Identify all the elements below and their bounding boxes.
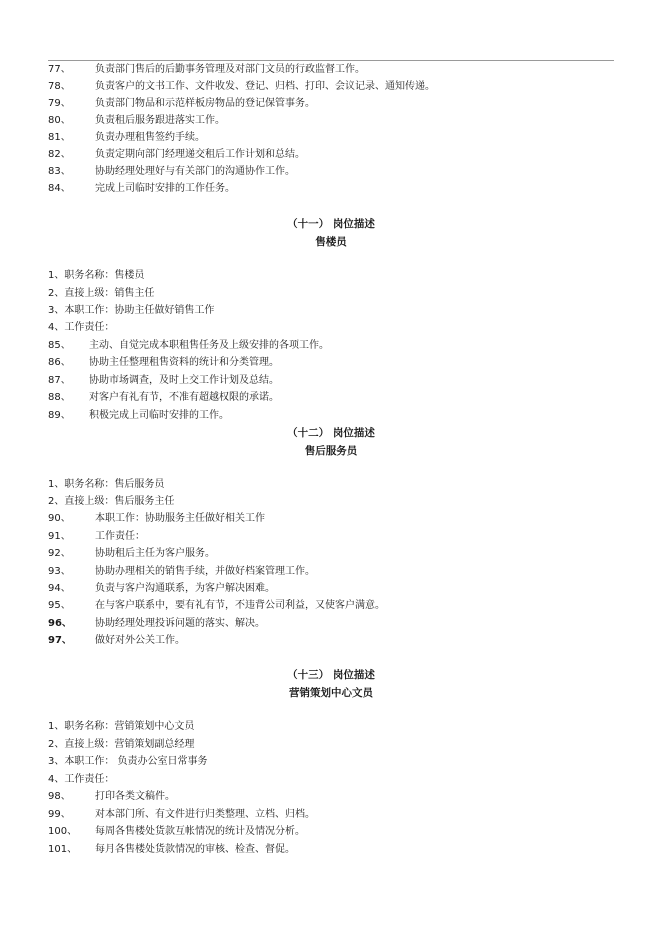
item-text: 工作责任： [95,531,145,542]
item-number: 81、 [48,132,71,143]
info-line: 3、本职工作：协助主任做好销售工作 [48,305,215,316]
info-line: 2、直接上级：售后服务主任 [48,496,175,507]
list-item [48,79,435,95]
list-item [48,598,385,614]
item-text: 负责部门售后的后勤事务管理及对部门文员的行政监督工作。 [95,64,365,75]
item-number: 96、 [48,618,72,629]
item-number: 92、 [48,548,71,559]
item-number: 84、 [48,183,71,194]
section-heading: （十三） 岗位描述 [287,669,375,681]
item-number: 94、 [48,583,71,594]
item-text: 协助经理处理好与有关部门的沟通协作工作。 [95,166,295,177]
list-item [48,355,279,371]
section-heading: （十二） 岗位描述 [287,427,375,439]
item-number: 99、 [48,809,71,820]
item-text: 做好对外公关工作。 [95,635,185,646]
item-text: 每月各售楼处货款情况的审核、检查、督促。 [95,844,295,855]
section-title: 营销策划中心文员 [289,687,373,699]
item-number: 97、 [48,635,72,646]
info-line: 1、职务名称：售楼员 [48,270,145,281]
item-number: 95、 [48,600,71,611]
list-item [48,62,365,78]
item-number: 86、 [48,357,71,368]
item-text: 积极完成上司临时安排的工作。 [89,410,229,421]
list-item [48,130,205,146]
item-number: 82、 [48,149,71,160]
item-number: 98、 [48,791,71,802]
header-rule [48,60,614,61]
item-text: 协助主任整理租售资料的统计和分类管理。 [89,357,279,368]
list-item [48,529,145,545]
list-item [48,338,329,354]
item-text: 完成上司临时安排的工作任务。 [95,183,235,194]
list-item [48,824,305,840]
list-item [48,408,229,424]
item-number: 85、 [48,340,71,351]
item-number: 77、 [48,64,71,75]
item-number: 101、 [48,844,78,855]
list-item [48,390,279,406]
list-item [48,789,175,805]
section-title: 售楼员 [315,236,347,248]
list-item [48,564,315,580]
section-title: 售后服务员 [304,445,358,457]
item-text: 负责客户的文书工作、文件收发、登记、归档、打印、会议记录、通知传递。 [95,81,435,92]
item-number: 83、 [48,166,71,177]
info-line: 3、本职工作： 负责办公室日常事务 [48,756,208,767]
item-text: 每周各售楼处货款互帐情况的统计及情况分析。 [95,826,305,837]
list-item [48,181,235,197]
list-item [48,807,315,823]
item-text: 协助经理处理投诉问题的落实、解决。 [95,618,265,629]
item-text: 本职工作：协助服务主任做好相关工作 [95,513,265,524]
item-text: 负责与客户沟通联系，为客户解决困难。 [95,583,275,594]
item-number: 88、 [48,392,71,403]
info-line: 1、职务名称：营销策划中心文员 [48,721,195,732]
item-number: 91、 [48,531,71,542]
list-item [48,147,305,163]
info-line: 4、工作责任： [48,774,115,785]
item-number: 89、 [48,410,71,421]
list-item [48,546,215,562]
item-text: 在与客户联系中，要有礼有节，不违背公司利益，又使客户满意。 [95,600,385,611]
info-line: 4、工作责任： [48,322,115,333]
list-item [48,96,315,112]
item-text: 负责办理租售签约手续。 [95,132,205,143]
item-text: 协助市场调查，及时上交工作计划及总结。 [89,375,279,386]
list-item [48,581,275,597]
item-text: 主动、自觉完成本职租售任务及上级安排的各项工作。 [89,340,329,351]
item-number: 90、 [48,513,71,524]
item-number: 79、 [48,98,71,109]
item-text: 打印各类文稿件。 [95,791,175,802]
list-item [48,164,295,180]
section-heading: （十一） 岗位描述 [287,218,375,230]
item-number: 100、 [48,826,78,837]
list-item [48,842,295,858]
list-item [48,113,225,129]
item-text: 负责定期向部门经理递交租后工作计划和总结。 [95,149,305,160]
item-text: 负责部门物品和示范样板房物品的登记保管事务。 [95,98,315,109]
item-text: 对本部门所、有文件进行归类整理、立档、归档。 [95,809,315,820]
item-number: 87、 [48,375,71,386]
item-text: 协助租后主任为客户服务。 [95,548,215,559]
item-number: 80、 [48,115,71,126]
list-item [48,511,265,527]
item-number: 93、 [48,566,71,577]
info-line: 1、职务名称：售后服务员 [48,479,165,490]
list-item [48,616,265,632]
list-item [48,373,279,389]
list-item [48,633,185,649]
item-text: 对客户有礼有节，不准有超越权限的承诺。 [89,392,279,403]
item-number: 78、 [48,81,71,92]
info-line: 2、直接上级：销售主任 [48,288,155,299]
item-text: 负责租后服务跟进落实工作。 [95,115,225,126]
info-line: 2、直接上级：营销策划副总经理 [48,739,195,750]
item-text: 协助办理相关的销售手续，并做好档案管理工作。 [95,566,315,577]
